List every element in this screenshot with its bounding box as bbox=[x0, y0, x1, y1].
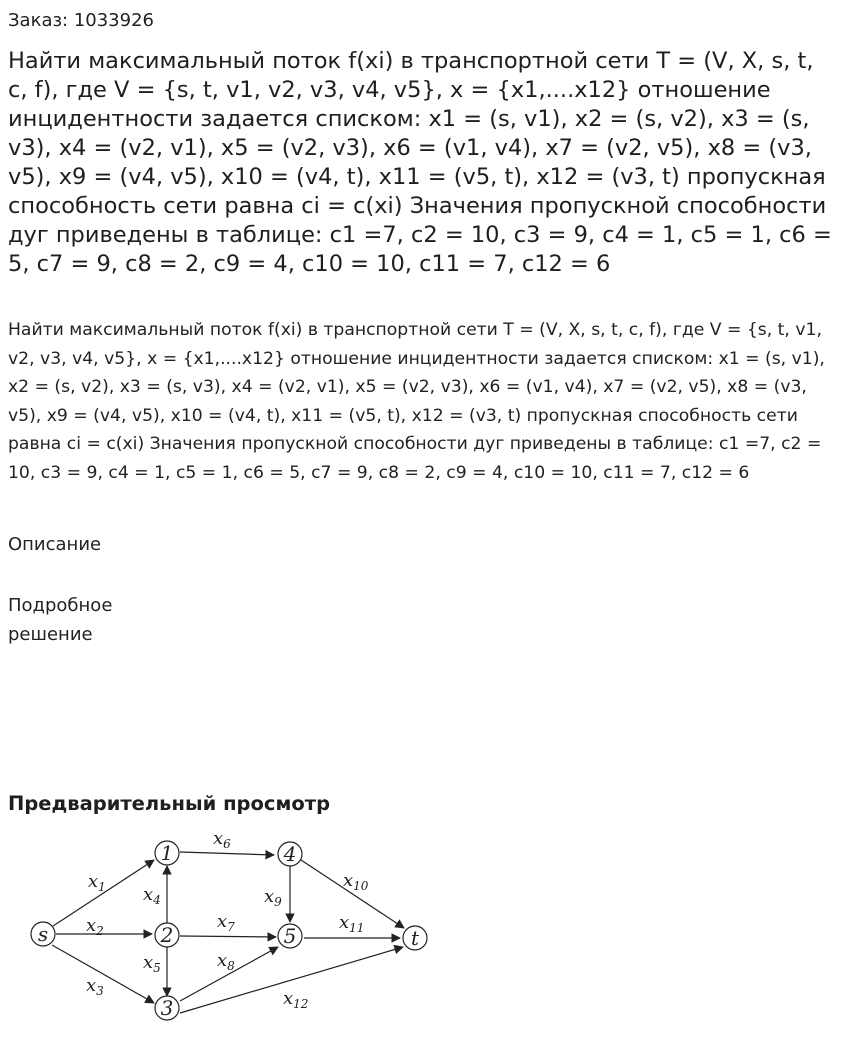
edge-label-x7: $x_7$ bbox=[217, 911, 235, 934]
edge-label-x5: $x_5$ bbox=[143, 952, 161, 975]
edge-x8 bbox=[180, 947, 278, 1001]
detailed-solution-label: Подробное решение bbox=[8, 595, 113, 645]
edge-label-x3: $x_3$ bbox=[86, 975, 104, 998]
node-label-4: 4 bbox=[283, 842, 297, 866]
network-diagram bbox=[0, 820, 460, 1030]
edge-label-x6: $x_6$ bbox=[213, 828, 231, 851]
node-label-s: s bbox=[37, 922, 49, 946]
node-label-2: 2 bbox=[160, 923, 174, 947]
order-number: Заказ: 1033926 bbox=[8, 10, 154, 31]
edge-label-x1: $x_1$ bbox=[88, 871, 106, 894]
edge-label-x9: $x_9$ bbox=[264, 886, 282, 909]
task-title: Найти максимальный поток f(xi) в транспортной сети T = (V, X, s, t, c, f), где V = {s, t, v1, v2, v3, v4, v5}, x = {x1,....x12} отношение инцидентности задается списком: x1 = (s, v1), x2 = (s, v2), x3 = (s, v3), x4 = (v2, v1), x5 = (v2, v3), x6 = (v1, v4), x7 = (v2, v5), x8 = (v3, v5), x9 = (v4, v5), x10 = (v4, t), x11 = (v5, t), x12 = (v3, t) пропускная способность сети равна ci = c(xi) Значения пропускной способности дуг приведены в таблице: c1 =7, c2 = 10, c3 = 9, c4 = 1, c5 = 1, c6 = 5, c7 = 9, c8 = 2, c9 = 4, c10 = 10, c11 = 7, c12 = 6 bbox=[8, 48, 832, 277]
node-label-1: 1 bbox=[160, 841, 174, 865]
node-label-5: 5 bbox=[283, 924, 297, 948]
edge-x7 bbox=[180, 936, 276, 937]
edge-label-x4: $x_4$ bbox=[143, 884, 161, 907]
edge-label-x10: $x_{10}$ bbox=[343, 870, 369, 893]
node-label-3: 3 bbox=[160, 996, 174, 1020]
description-label: Описание bbox=[8, 534, 102, 555]
edge-label-x8: $x_8$ bbox=[217, 950, 235, 973]
edge-labels bbox=[86, 828, 369, 1011]
edge-x6 bbox=[180, 852, 274, 855]
preview-heading: Предварительный просмотр bbox=[8, 792, 331, 815]
node-label-t: t bbox=[410, 926, 420, 950]
edge-label-x2: $x_2$ bbox=[86, 915, 104, 938]
edge-label-x11: $x_{11}$ bbox=[339, 912, 365, 935]
edge-label-x12: $x_{12}$ bbox=[283, 988, 309, 1011]
task-description: Найти максимальный поток f(xi) в транспортной сети T = (V, X, s, t, c, f), где V = {s, t, v1, v2, v3, v4, v5}, x = {x1,....x12} отношение инцидентности задается списком: x1 = (s, v1), x2 = (s, v2), x3 = (s, v3), x4 = (v2, v1), x5 = (v2, v3), x6 = (v1, v4), x7 = (v2, v5), x8 = (v3, v5), x9 = (v4, v5), x10 = (v4, t), x11 = (v5, t), x12 = (v3, t) пропускная способность сети равна ci = c(xi) Значения пропускной способности дуг приведены в таблице: c1 =7, c2 = 10, c3 = 9, c4 = 1, c5 = 1, c6 = 5, c7 = 9, c8 = 2, c9 = 4, c10 = 10, c11 = 7, c12 = 6 bbox=[8, 320, 825, 483]
